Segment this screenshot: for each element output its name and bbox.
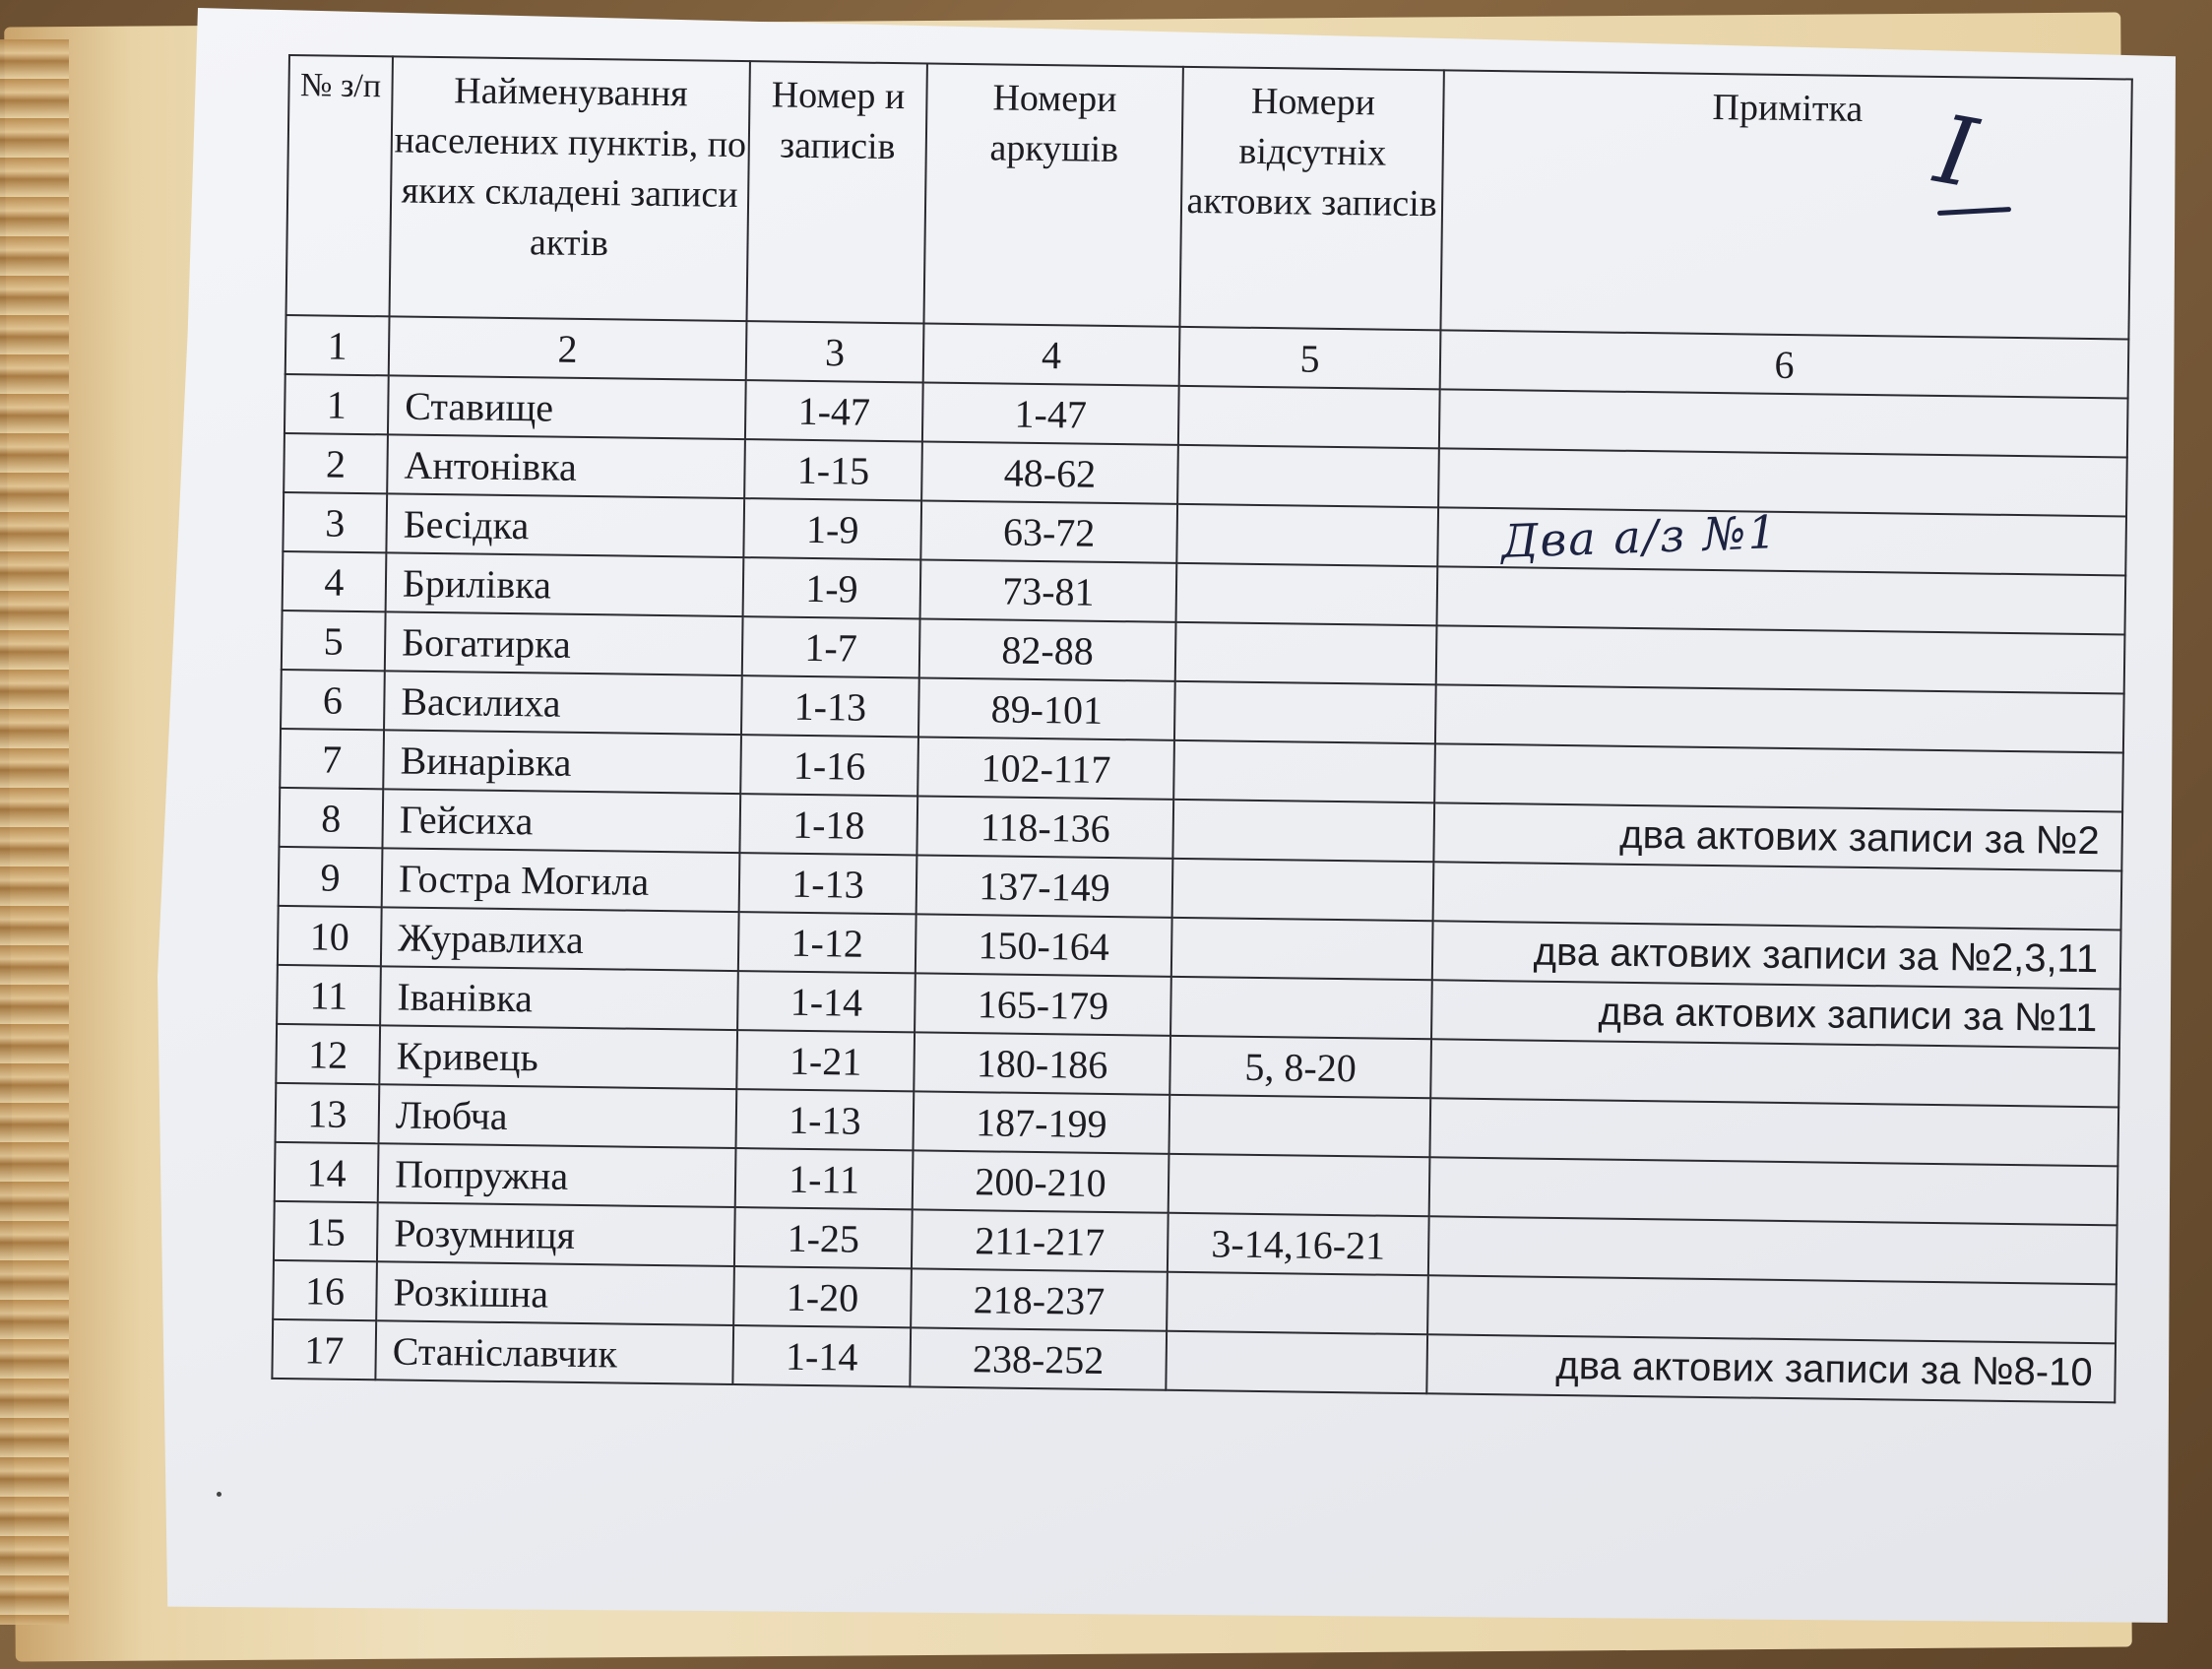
- settlement-name-cell: Брилівка: [386, 552, 744, 616]
- missing-records-cell: [1172, 800, 1434, 862]
- row-number-cell: 16: [273, 1260, 377, 1320]
- row-number-cell: 4: [283, 551, 387, 611]
- missing-records-cell: [1166, 1331, 1427, 1393]
- sheet-range-cell: 238-252: [910, 1327, 1167, 1389]
- sheet-range-cell: 211-217: [912, 1209, 1169, 1271]
- header-settlement-name: Найменування населених пунктів, по яких складені записи актів: [390, 56, 750, 321]
- sheet-range-cell: 48-62: [921, 441, 1178, 503]
- record-range-cell: 1-13: [735, 1089, 914, 1150]
- sheet-range-cell: 150-164: [916, 914, 1172, 976]
- settlement-name-cell: Богатирка: [385, 611, 743, 675]
- handwritten-note: Два а/з №1: [1500, 505, 1780, 568]
- missing-records-cell: [1176, 563, 1438, 625]
- sheet-range-cell: 118-136: [916, 796, 1173, 858]
- missing-records-cell: [1173, 740, 1435, 802]
- missing-records-cell: [1169, 1095, 1430, 1157]
- settlement-name-cell: Винарівка: [383, 730, 741, 794]
- header-note: Примітка: [1440, 70, 2131, 339]
- row-number-cell: 15: [274, 1201, 378, 1261]
- note-cell: [1434, 743, 2123, 811]
- settlement-name-cell: Журавлиха: [381, 907, 739, 971]
- missing-records-cell: [1176, 504, 1438, 566]
- settlement-name-cell: Розумниця: [377, 1202, 735, 1266]
- row-number-cell: 11: [277, 965, 381, 1025]
- note-cell: [1428, 1216, 2117, 1284]
- row-number-cell: 7: [280, 729, 384, 789]
- torn-page-edges: [0, 39, 69, 1625]
- sheet-range-cell: 89-101: [918, 677, 1175, 739]
- sheet-range-cell: 82-88: [919, 618, 1176, 680]
- record-range-cell: 1-14: [737, 971, 916, 1032]
- record-range-cell: 1-25: [734, 1207, 913, 1268]
- column-number: 2: [389, 316, 747, 380]
- record-range-cell: 1-13: [741, 675, 919, 737]
- table-body: [272, 374, 2127, 1402]
- note-cell: два актових записи за №2,3,11: [1432, 921, 2121, 989]
- row-number-cell: 17: [272, 1319, 376, 1380]
- missing-records-cell: [1178, 386, 1440, 448]
- note-cell: [1429, 1157, 2118, 1225]
- sheet-range-cell: 165-179: [915, 973, 1171, 1035]
- missing-records-cell: [1172, 859, 1434, 921]
- header-number: № з/п: [286, 55, 393, 316]
- sheet-range-cell: 63-72: [920, 500, 1177, 562]
- note-cell: [1439, 389, 2128, 457]
- row-number-cell: 1: [284, 374, 389, 434]
- note-cell: [1435, 684, 2124, 752]
- record-range-cell: 1-18: [739, 794, 917, 855]
- record-range-cell: 1-11: [735, 1148, 914, 1209]
- missing-records-cell: [1175, 622, 1437, 684]
- settlement-name-cell: Василиха: [384, 671, 742, 735]
- header-row: [286, 55, 2132, 339]
- settlement-name-cell: Кривець: [379, 1025, 737, 1089]
- note-cell: [1436, 625, 2125, 693]
- sheet-range-cell: 187-199: [913, 1091, 1169, 1153]
- missing-records-cell: [1170, 977, 1432, 1039]
- settlement-name-cell: Бесідка: [386, 493, 744, 557]
- record-range-cell: 1-15: [744, 439, 922, 500]
- settlement-name-cell: Іванівка: [380, 966, 738, 1030]
- missing-records-cell: [1171, 918, 1433, 980]
- note-cell: два актових записи за №11: [1431, 980, 2120, 1048]
- settlement-name-cell: Любча: [379, 1084, 737, 1148]
- record-range-cell: 1-13: [739, 853, 917, 914]
- record-range-cell: 1-16: [740, 735, 918, 796]
- record-range-cell: 1-7: [742, 616, 920, 677]
- sheet-range-cell: 180-186: [914, 1032, 1170, 1094]
- missing-records-cell: [1174, 681, 1436, 743]
- note-cell: [1438, 448, 2127, 516]
- record-range-cell: 1-21: [736, 1030, 915, 1091]
- missing-records-cell: [1167, 1272, 1428, 1334]
- column-number: 6: [1440, 330, 2129, 398]
- settlement-name-cell: Ставище: [388, 375, 746, 439]
- sheet-range-cell: 1-47: [922, 382, 1179, 444]
- sheet-range-cell: 102-117: [917, 737, 1174, 799]
- record-range-cell: 1-20: [733, 1266, 912, 1327]
- row-number-cell: 5: [282, 610, 386, 671]
- header-record-numbers: Номер и записів: [746, 61, 926, 323]
- sheet-range-cell: 137-149: [916, 855, 1173, 917]
- row-number-cell: 8: [279, 788, 383, 848]
- settlement-name-cell: Антонівка: [387, 434, 745, 498]
- missing-records-cell: 5, 8-20: [1169, 1036, 1431, 1098]
- column-number: 3: [746, 321, 924, 382]
- note-cell: [1430, 1039, 2119, 1107]
- record-range-cell: 1-47: [745, 380, 923, 441]
- sheet-range-cell: 218-237: [911, 1268, 1168, 1330]
- record-range-cell: 1-14: [732, 1325, 911, 1386]
- note-cell: два актових записи за №2: [1433, 802, 2122, 870]
- sheet-range-cell: 200-210: [913, 1150, 1169, 1212]
- missing-records-cell: [1169, 1154, 1430, 1216]
- settlement-name-cell: Попружна: [378, 1143, 736, 1207]
- settlement-name-cell: Станіславчик: [375, 1320, 733, 1384]
- records-table: [271, 54, 2132, 1403]
- note-cell: [1427, 1275, 2117, 1343]
- handwritten-numeral: I: [1928, 94, 1985, 210]
- record-range-cell: 1-12: [738, 912, 916, 973]
- column-number: 4: [923, 323, 1180, 385]
- settlement-name-cell: Розкішна: [376, 1261, 734, 1325]
- row-number-cell: 10: [278, 906, 382, 966]
- note-cell: [1437, 566, 2126, 634]
- row-number-cell: 9: [279, 847, 383, 907]
- note-cell: [1433, 862, 2122, 930]
- row-number-cell: 3: [283, 492, 387, 552]
- record-range-cell: 1-9: [743, 498, 921, 559]
- row-number-cell: 12: [276, 1024, 380, 1084]
- column-number: 1: [285, 315, 390, 375]
- sheet-range-cell: 73-81: [920, 559, 1177, 621]
- row-number-cell: 2: [284, 433, 388, 493]
- row-number-cell: 13: [276, 1083, 380, 1143]
- note-cell: два актових записи за №8-10: [1426, 1334, 2116, 1402]
- settlement-name-cell: Гостра Могила: [382, 848, 740, 912]
- row-number-cell: 6: [281, 670, 385, 730]
- paper-speck: [217, 1492, 221, 1497]
- row-number-cell: 14: [275, 1142, 379, 1202]
- settlement-name-cell: Гейсиха: [382, 789, 740, 853]
- column-number: 5: [1179, 327, 1441, 389]
- record-range-cell: 1-9: [743, 557, 921, 618]
- records-table-container: [271, 54, 2130, 1403]
- header-sheet-numbers: Номери аркушів: [923, 63, 1182, 326]
- missing-records-cell: 3-14,16-21: [1168, 1213, 1429, 1275]
- note-cell: [1429, 1098, 2118, 1166]
- missing-records-cell: [1177, 445, 1439, 507]
- header-missing-records: Номери відсутніх актових записів: [1179, 67, 1443, 330]
